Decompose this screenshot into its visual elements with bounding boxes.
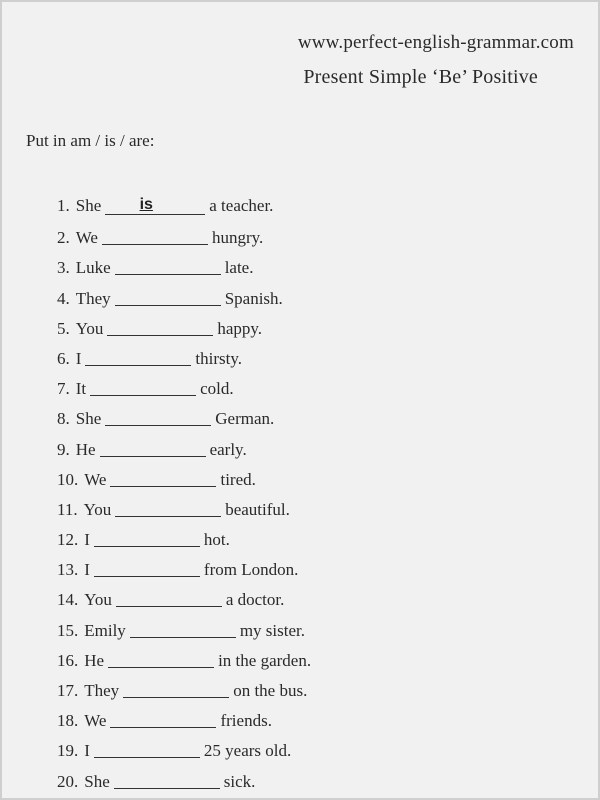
answer-blank[interactable] (100, 438, 206, 457)
answer-blank[interactable] (110, 709, 216, 728)
item-completion: tired. (220, 469, 256, 489)
item-completion: hungry. (211, 228, 264, 248)
item-subject: I (84, 530, 90, 550)
item-number: 8. (57, 409, 70, 429)
item-subject: She (84, 771, 110, 791)
item-completion: 25 years old. (203, 741, 292, 761)
item-number: 6. (57, 348, 70, 368)
item-completion: from London. (203, 560, 299, 580)
item-number: 18. (57, 711, 79, 731)
item-completion: hot. (203, 530, 230, 550)
item-number: 3. (57, 258, 70, 278)
item-subject: We (84, 469, 107, 489)
item-number: 12. (57, 530, 79, 550)
item-subject: She (75, 409, 102, 429)
item-completion: German. (215, 409, 275, 429)
exercise-item (57, 647, 311, 677)
answer-blank[interactable] (105, 196, 205, 215)
exercise-list (57, 194, 311, 798)
exercise-item (57, 194, 311, 224)
exercise-item (57, 436, 311, 466)
exercise-item (57, 315, 311, 345)
answer-blank[interactable] (115, 287, 221, 306)
item-number: 11. (57, 499, 78, 519)
item-number: 20. (57, 771, 79, 791)
exercise-item (57, 345, 311, 375)
answer-blank[interactable] (110, 468, 216, 487)
item-subject: It (75, 379, 87, 399)
item-completion: late. (224, 258, 254, 278)
answer-blank[interactable] (114, 770, 220, 789)
item-subject: He (75, 439, 96, 459)
item-subject: You (84, 590, 112, 610)
item-number: 15. (57, 620, 79, 640)
exercise-item (57, 466, 311, 496)
exercise-item (57, 707, 311, 737)
item-number: 13. (57, 560, 79, 580)
answer-blank[interactable] (115, 256, 221, 275)
answer-blank[interactable] (94, 528, 200, 547)
item-completion: friends. (220, 711, 272, 731)
answer-blank[interactable] (102, 226, 208, 245)
exercise-item (57, 375, 311, 405)
item-completion: a teacher. (209, 196, 274, 215)
exercise-item (57, 405, 311, 435)
exercise-item (57, 737, 311, 767)
example-answer: is (139, 196, 153, 213)
item-number: 4. (57, 288, 70, 308)
item-completion: in the garden. (218, 650, 312, 670)
exercise-item (57, 556, 311, 586)
item-number: 2. (57, 228, 70, 248)
answer-blank[interactable] (115, 498, 221, 517)
item-subject: Luke (75, 258, 111, 278)
item-number: 1. (57, 196, 70, 215)
item-subject: I (84, 560, 90, 580)
item-number: 14. (57, 590, 79, 610)
worksheet-title: Present Simple ‘Be’ Positive (303, 66, 538, 88)
item-completion: sick. (223, 771, 256, 791)
item-subject: We (84, 711, 107, 731)
item-subject: They (84, 681, 120, 700)
item-completion: early. (209, 439, 247, 459)
exercise-item (57, 254, 311, 284)
exercise-item (57, 586, 311, 616)
answer-blank[interactable] (105, 407, 211, 426)
exercise-item (57, 224, 311, 254)
item-subject: Emily (84, 620, 126, 640)
item-subject: You (83, 499, 112, 519)
answer-blank[interactable] (130, 619, 236, 638)
item-number: 9. (57, 439, 70, 459)
item-subject: You (75, 318, 104, 338)
answer-blank[interactable] (116, 588, 222, 607)
exercise-item (57, 617, 311, 647)
exercise-item (57, 768, 311, 798)
item-completion: happy. (217, 318, 263, 338)
item-completion: thirsty. (195, 348, 243, 368)
item-subject: I (75, 348, 82, 368)
site-url: www.perfect-english-grammar.com (297, 32, 574, 53)
item-number: 10. (57, 469, 79, 489)
exercise-item (57, 677, 311, 707)
item-completion: on the bus. (233, 681, 308, 700)
item-number: 17. (57, 681, 79, 700)
item-subject: We (75, 228, 98, 248)
item-subject: She (75, 196, 102, 215)
instruction-text: Put in am / is / are: (26, 131, 155, 150)
item-completion: Spanish. (224, 288, 283, 308)
exercise-item (57, 496, 311, 526)
item-completion: beautiful. (225, 499, 290, 519)
item-subject: I (84, 741, 90, 761)
item-number: 16. (57, 650, 79, 670)
answer-blank[interactable] (85, 347, 191, 366)
answer-blank[interactable] (94, 739, 200, 758)
answer-blank[interactable] (90, 377, 196, 396)
item-number: 19. (57, 741, 79, 761)
answer-blank[interactable] (94, 558, 200, 577)
item-subject: They (75, 288, 111, 308)
item-number: 5. (57, 318, 70, 338)
exercise-item (57, 285, 311, 315)
answer-blank[interactable] (108, 649, 214, 668)
answer-blank[interactable] (107, 317, 213, 336)
item-completion: cold. (200, 379, 234, 399)
item-completion: a doctor. (225, 590, 285, 610)
answer-blank[interactable] (123, 679, 229, 698)
item-completion: my sister. (239, 620, 305, 640)
exercise-item (57, 526, 311, 556)
item-subject: He (84, 650, 105, 670)
item-number: 7. (57, 379, 70, 399)
